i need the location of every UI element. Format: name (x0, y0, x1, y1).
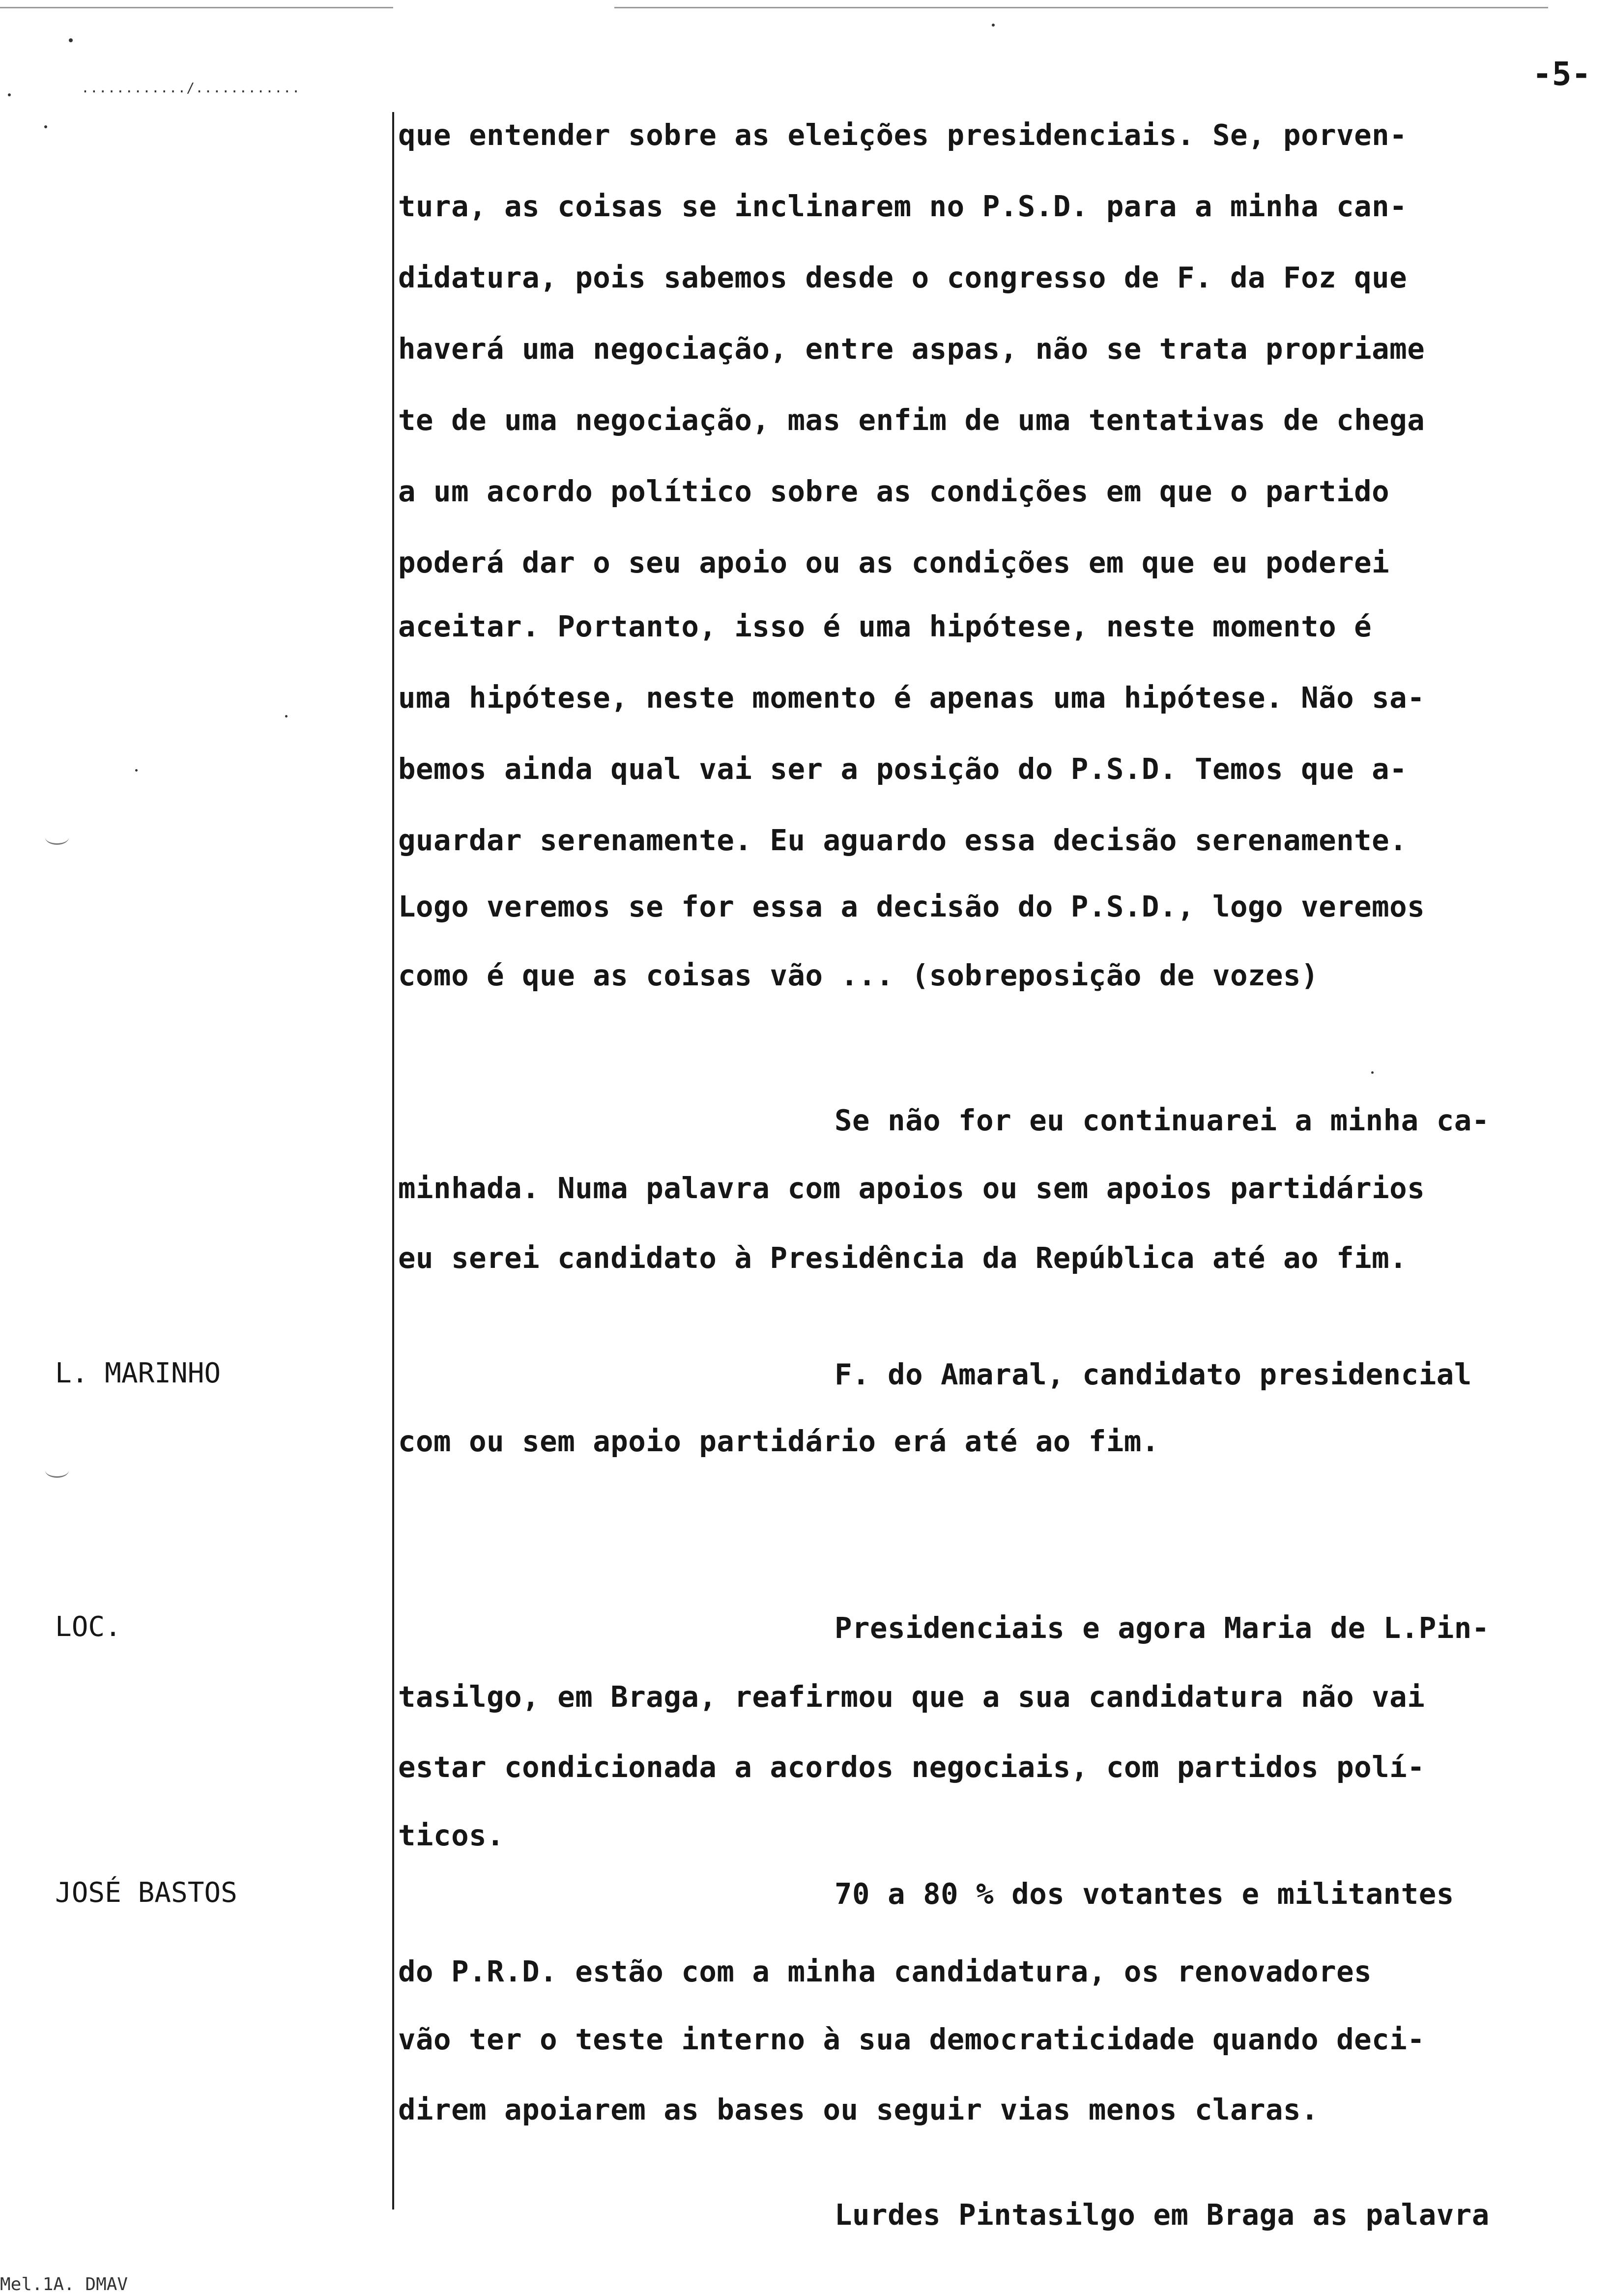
transcript-line: tasilgo, em Braga, reafirmou que a sua candidatura não vai (398, 1680, 1425, 1714)
speck (1371, 1071, 1374, 1074)
transcript-line: como é que as coisas vão ... (sobreposição de vozes) (398, 958, 1319, 992)
transcript-line: te de uma negociação, mas enfim de uma tentativas de chega (398, 403, 1425, 437)
transcript-line: poderá dar o seu apoio ou as condições em que eu poderei (398, 545, 1390, 579)
speck (285, 715, 288, 718)
transcript-line: eu serei candidato à Presidência da República até ao fim. (398, 1241, 1408, 1275)
transcript-line: direm apoiarem as bases ou seguir vias menos claras. (398, 2093, 1319, 2126)
transcript-line: bemos ainda qual vai ser a posição do P.S.D. Temos que a- (398, 752, 1408, 786)
page-number: -5- (1532, 55, 1591, 93)
margin-rule (392, 112, 394, 2210)
speaker-label: LOC. (55, 1611, 121, 1643)
transcript-line: aceitar. Portanto, isso é uma hipótese, neste momento é (398, 609, 1372, 643)
margin-mark (45, 831, 69, 845)
transcript-line: tura, as coisas se inclinarem no P.S.D. para a minha can- (398, 189, 1408, 223)
speaker-label: JOSÉ BASTOS (55, 1877, 237, 1909)
transcript-line: estar condicionada a acordos negociais, com partidos polí- (398, 1750, 1425, 1784)
transcript-line: F. do Amaral, candidato presidencial (835, 1357, 1472, 1391)
transcript-line: que entender sobre as eleições presidenciais. Se, porven- (398, 118, 1408, 152)
transcript-line: didatura, pois sabemos desde o congresso de F. da Foz que (398, 260, 1408, 294)
transcript-line: Lurdes Pintasilgo em Braga as palavra (835, 2198, 1490, 2232)
top-rule (614, 7, 1548, 8)
speck (135, 769, 138, 772)
reference-line: ............/............ (81, 80, 301, 96)
transcript-line: uma hipótese, neste momento é apenas uma hipótese. Não sa- (398, 681, 1425, 715)
transcript-line: do P.R.D. estão com a minha candidatura, os renovadores (398, 1954, 1372, 1988)
transcript-line: vão ter o teste interno à sua democraticidade quando deci- (398, 2022, 1425, 2056)
top-rule (0, 7, 393, 8)
transcript-line: Presidenciais e agora Maria de L.Pin- (835, 1611, 1490, 1645)
transcript-line: com ou sem apoio partidário erá até ao fim. (398, 1424, 1159, 1458)
transcript-line: Se não for eu continuarei a minha ca- (835, 1103, 1490, 1137)
transcript-line: ticos. (398, 1818, 505, 1852)
speck (69, 38, 73, 42)
transcript-line: a um acordo político sobre as condições em que o partido (398, 474, 1390, 508)
transcript-line: Logo veremos se for essa a decisão do P.S.D., logo veremos (398, 890, 1425, 923)
transcript-line: minhada. Numa palavra com apoios ou sem apoios partidários (398, 1171, 1425, 1205)
transcript-line: guardar serenamente. Eu aguardo essa decisão serenamente. (398, 823, 1408, 857)
speck (44, 125, 47, 128)
speaker-label: L. MARINHO (55, 1357, 221, 1389)
transcript-line: 70 a 80 % dos votantes e militantes (835, 1877, 1454, 1911)
transcript-line: haverá uma negociação, entre aspas, não se trata propriame (398, 332, 1425, 366)
speck (992, 24, 995, 27)
speck (8, 93, 11, 96)
footer-code: Mel.1A. DMAV (0, 2274, 128, 2295)
margin-mark (45, 1464, 69, 1478)
